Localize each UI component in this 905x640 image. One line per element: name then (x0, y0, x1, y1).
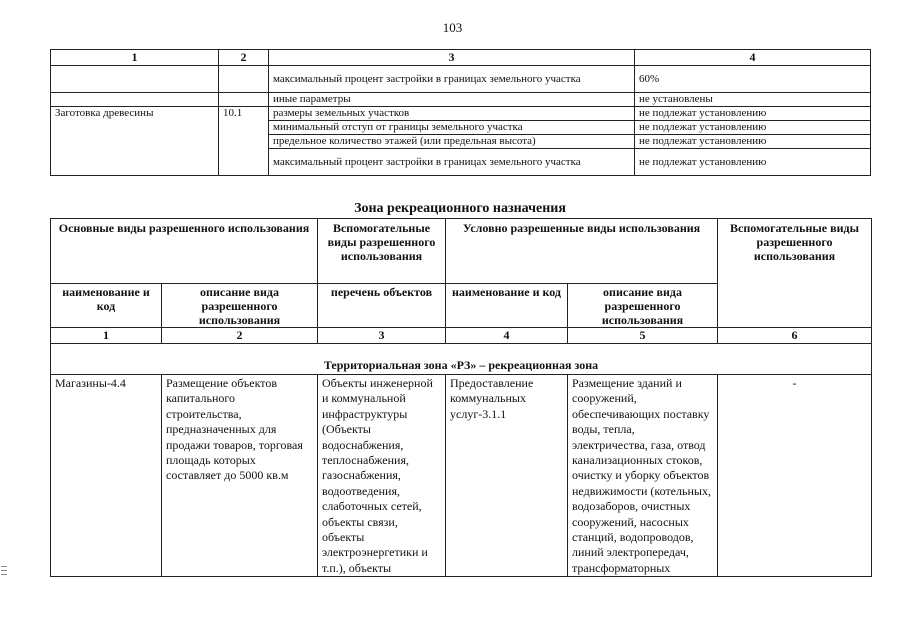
description-header-2: описание вида разрешенного использования (568, 284, 718, 328)
value-cell: не подлежат установлению (635, 107, 871, 121)
column-number: 5 (568, 328, 718, 344)
auxiliary-objects-cell: Объекты инженерной и коммунальной инфраструктуры (Объекты водоснабжения, теплоснабжения, газоснабжения, водоотведения, слаботочных сетей, объекты связи, объекты электроэнергетики и т.п.), объекты (318, 375, 446, 577)
auxiliary-uses-header-2: Вспомогательные виды разрешенного использования (718, 219, 872, 328)
value-cell: не подлежат установлению (635, 135, 871, 149)
name-code-header: наименование и код (51, 284, 162, 328)
zone-title: Зона рекреационного назначения (354, 201, 566, 216)
code-cell: 10.1 (219, 107, 269, 176)
parameter-cell: максимальный процент застройки в границах земельного участка (269, 66, 635, 93)
value-cell: не подлежат установлению (635, 121, 871, 135)
column-header-2: 2 (219, 50, 269, 66)
conditional-uses-header: Условно разрешенные виды использования (446, 219, 718, 284)
table-row (51, 107, 871, 121)
column-header-1: 1 (51, 50, 219, 66)
value-cell: не установлены (635, 93, 871, 107)
table-row (51, 66, 871, 93)
value-cell: 60% (635, 66, 871, 93)
column-number: 3 (318, 328, 446, 344)
main-uses-header: Основные виды разрешенного использования (51, 219, 318, 284)
type-cell: Заготовка древесины (51, 107, 219, 176)
table-row (51, 375, 872, 577)
group-header-row (51, 219, 872, 284)
type-cell (51, 93, 219, 107)
value-cell: не подлежат установлению (635, 149, 871, 176)
zone-usage-table (50, 218, 872, 577)
type-cell (51, 66, 219, 93)
column-number: 4 (446, 328, 568, 344)
conditional-use-name-cell: Предоставление коммунальных услуг-3.1.1 (446, 375, 568, 577)
main-use-name-cell: Магазины-4.4 (51, 375, 162, 577)
table-row (51, 93, 871, 107)
objects-header: перечень объектов (318, 284, 446, 328)
parameter-cell: максимальный процент застройки в границах земельного участка (269, 149, 635, 176)
column-number: 2 (162, 328, 318, 344)
description-header: описание вида разрешенного использования (162, 284, 318, 328)
parameter-cell: предельное количество этажей (или предельная высота) (269, 135, 635, 149)
column-header-3: 3 (269, 50, 635, 66)
parameter-cell: размеры земельных участков (269, 107, 635, 121)
zone-row-title: Территориальная зона «РЗ» – рекреационная зона (51, 344, 872, 375)
column-number-row (51, 328, 872, 344)
parameter-cell: иные параметры (269, 93, 635, 107)
column-number: 6 (718, 328, 872, 344)
column-number: 1 (51, 328, 162, 344)
scan-edge-mark (1, 566, 7, 578)
table-header-row (51, 50, 871, 66)
code-cell (219, 66, 269, 93)
page-number: 103 (442, 20, 463, 35)
parameters-table (50, 49, 871, 176)
name-code-header-2: наименование и код (446, 284, 568, 328)
main-use-description-cell: Размещение объектов капитального строительства, предназначенных для продажи товаров, торговая площадь которых составляет до 5000 кв.м (162, 375, 318, 577)
auxiliary-objects-cell-2: - (718, 375, 872, 577)
column-header-4: 4 (635, 50, 871, 66)
code-cell (219, 93, 269, 107)
auxiliary-uses-header: Вспомогательные виды разрешенного использования (318, 219, 446, 284)
zone-row (51, 344, 872, 375)
parameter-cell: минимальный отступ от границы земельного участка (269, 121, 635, 135)
conditional-use-description-cell: Размещение зданий и сооружений, обеспечивающих поставку воды, тепла, электричества, газа, отвод канализационных стоков, очистку и уборку объектов недвижимости (котельных, водозаборов, очистных сооружений, насосных станций, водопроводов, линий электропередач, трансформаторных (568, 375, 718, 577)
